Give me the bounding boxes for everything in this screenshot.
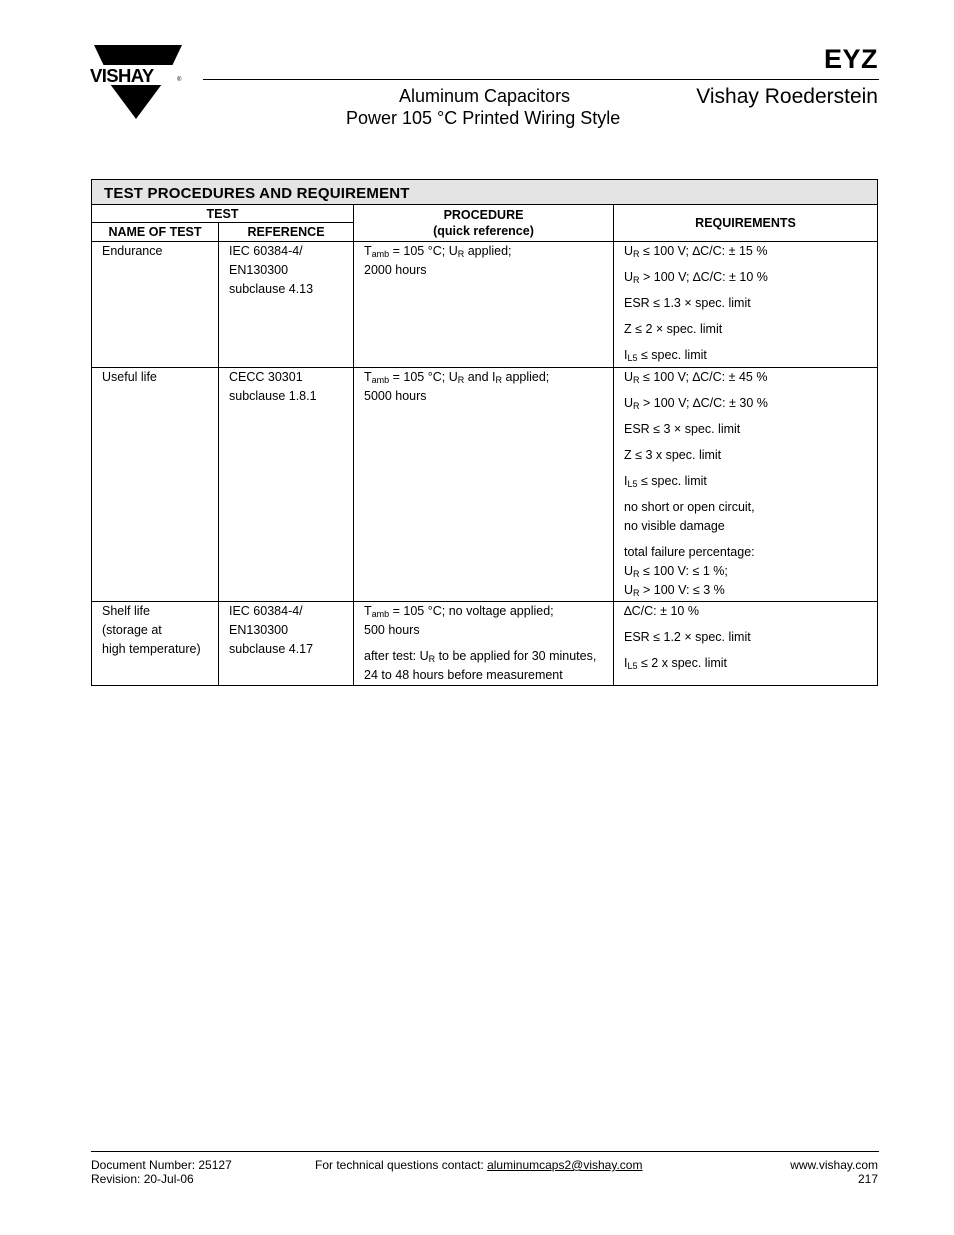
requirements-cell (614, 242, 878, 368)
requirement-text: $I_{L5} \le 2$ x spec. limit (624, 656, 728, 671)
procedure-text: $T_{amb} = 105$ °C; no voltage applied; (364, 604, 554, 619)
requirement-text: $U_R \le 100$ V; ∆C/C: ± 15 % (624, 244, 768, 259)
requirement-text: ESR ≤ 1.3 × spec. limit (624, 296, 751, 310)
requirement-text: $U_R > 100$ V; ∆C/C: ± 10 % (624, 270, 768, 285)
procedure-cell (354, 242, 614, 368)
group-spacer (614, 465, 877, 472)
table-row (92, 368, 878, 602)
requirement-text: $U_R \le 100$ V: ≤ 1 %; (624, 564, 728, 579)
test-name: Endurance (102, 244, 163, 258)
test-procedures-table (91, 179, 878, 686)
reference-cell (219, 242, 354, 368)
header-procedure (354, 205, 614, 242)
requirement-text: $U_R > 100$ V: ≤ 3 % (624, 583, 725, 598)
requirements-cell (614, 368, 878, 602)
header-test: TEST (92, 205, 354, 223)
requirement-text: total failure percentage: (624, 545, 755, 559)
footer-rule (91, 1151, 879, 1152)
doc-code: EYZ (823, 44, 878, 74)
test-name-cell (92, 602, 219, 686)
group-spacer (614, 621, 877, 628)
reference-text: subclause 4.13 (229, 282, 314, 296)
table-title: TEST PROCEDURES AND REQUIREMENT (92, 180, 878, 205)
procedure-cell (354, 602, 614, 686)
requirement-text: $I_{L5}$ ≤ spec. limit (624, 348, 707, 363)
group-spacer (614, 413, 877, 420)
test-name: Shelf life (102, 604, 150, 618)
procedure-text: 24 to 48 hours before measurement (364, 668, 563, 682)
test-name: (storage at (102, 623, 162, 637)
reference-text: CECC 30301 (229, 370, 303, 384)
reference-cell (219, 368, 354, 602)
reference-text: EN130300 (229, 263, 289, 277)
group-spacer (614, 387, 877, 394)
group-spacer (614, 313, 877, 320)
group-spacer (614, 261, 877, 268)
header-rule (203, 79, 879, 80)
procedure-text: 500 hours (364, 623, 420, 637)
header-reference: REFERENCE (219, 223, 354, 242)
product-title-line-2: Power 105 °C Printed Wiring Style (346, 108, 621, 128)
requirement-text: Z ≤ 3 x spec. limit (624, 448, 722, 462)
reference-cell (219, 602, 354, 686)
test-name-cell (92, 368, 219, 602)
technical-contact (315, 1158, 642, 1172)
requirement-text: ∆C/C: ± 10 % (624, 604, 699, 618)
requirement-text: no short or open circuit, (624, 500, 755, 514)
requirements-cell (614, 602, 878, 686)
reference-text: EN130300 (229, 623, 289, 637)
reference-text: IEC 60384-4/ (229, 244, 303, 258)
test-name: high temperature) (102, 642, 201, 656)
procedure-text: 5000 hours (364, 389, 427, 403)
group-spacer (614, 339, 877, 346)
svg-text:®: ® (177, 77, 182, 83)
reference-text: subclause 4.17 (229, 642, 314, 656)
requirement-text: Z ≤ 2 × spec. limit (624, 322, 723, 336)
procedure-cell (354, 368, 614, 602)
requirement-text: ESR ≤ 3 × spec. limit (624, 422, 741, 436)
reference-text: IEC 60384-4/ (229, 604, 303, 618)
vishay-logo (88, 44, 184, 122)
requirement-text: no visible damage (624, 519, 725, 533)
group-spacer (614, 647, 877, 654)
group-spacer (354, 640, 613, 647)
requirement-text: ESR ≤ 1.2 × spec. limit (624, 630, 751, 644)
logo-text: VISHAY (90, 65, 154, 86)
header-requirements: REQUIREMENTS (614, 205, 878, 242)
group-spacer (614, 491, 877, 498)
requirement-text: $U_R \le 100$ V; ∆C/C: ± 45 % (624, 370, 768, 385)
revision-date: Revision: 20-Jul-06 (91, 1172, 194, 1186)
procedure-text: 2000 hours (364, 263, 427, 277)
page-number: 217 (857, 1172, 878, 1186)
table-row (92, 602, 878, 686)
procedure-text: $T_{amb} = 105$ °C; $U_R$ applied; (364, 244, 512, 259)
header-procedure-sub: (quick reference) (433, 224, 534, 238)
requirement-text: $U_R > 100$ V; ∆C/C: ± 30 % (624, 396, 768, 411)
group-spacer (614, 287, 877, 294)
contact-prefix: For technical questions contact: (315, 1158, 488, 1172)
contact-email-link[interactable]: aluminumcaps2@vishay.com (487, 1158, 643, 1172)
header-name-of-test: NAME OF TEST (92, 223, 219, 242)
table-row (92, 242, 878, 368)
product-title-line-1: Aluminum Capacitors (399, 86, 571, 106)
table-body (92, 242, 878, 686)
procedure-text: after test: $U_R$ to be applied for 30 minutes, (364, 649, 597, 664)
requirement-text: $I_{L5}$ ≤ spec. limit (624, 474, 707, 489)
procedure-text: $T_{amb} = 105$ °C; $U_R$ and $I_R$ applied; (364, 370, 550, 385)
test-name-cell (92, 242, 219, 368)
website-link[interactable]: www.vishay.com (790, 1158, 878, 1172)
division-name: Vishay Roederstein (696, 85, 878, 108)
group-spacer (614, 439, 877, 446)
document-number: Document Number: 25127 (91, 1158, 232, 1172)
reference-text: subclause 1.8.1 (229, 389, 317, 403)
group-spacer (614, 536, 877, 543)
test-name: Useful life (102, 370, 157, 384)
header-procedure-label: PROCEDURE (443, 208, 524, 222)
